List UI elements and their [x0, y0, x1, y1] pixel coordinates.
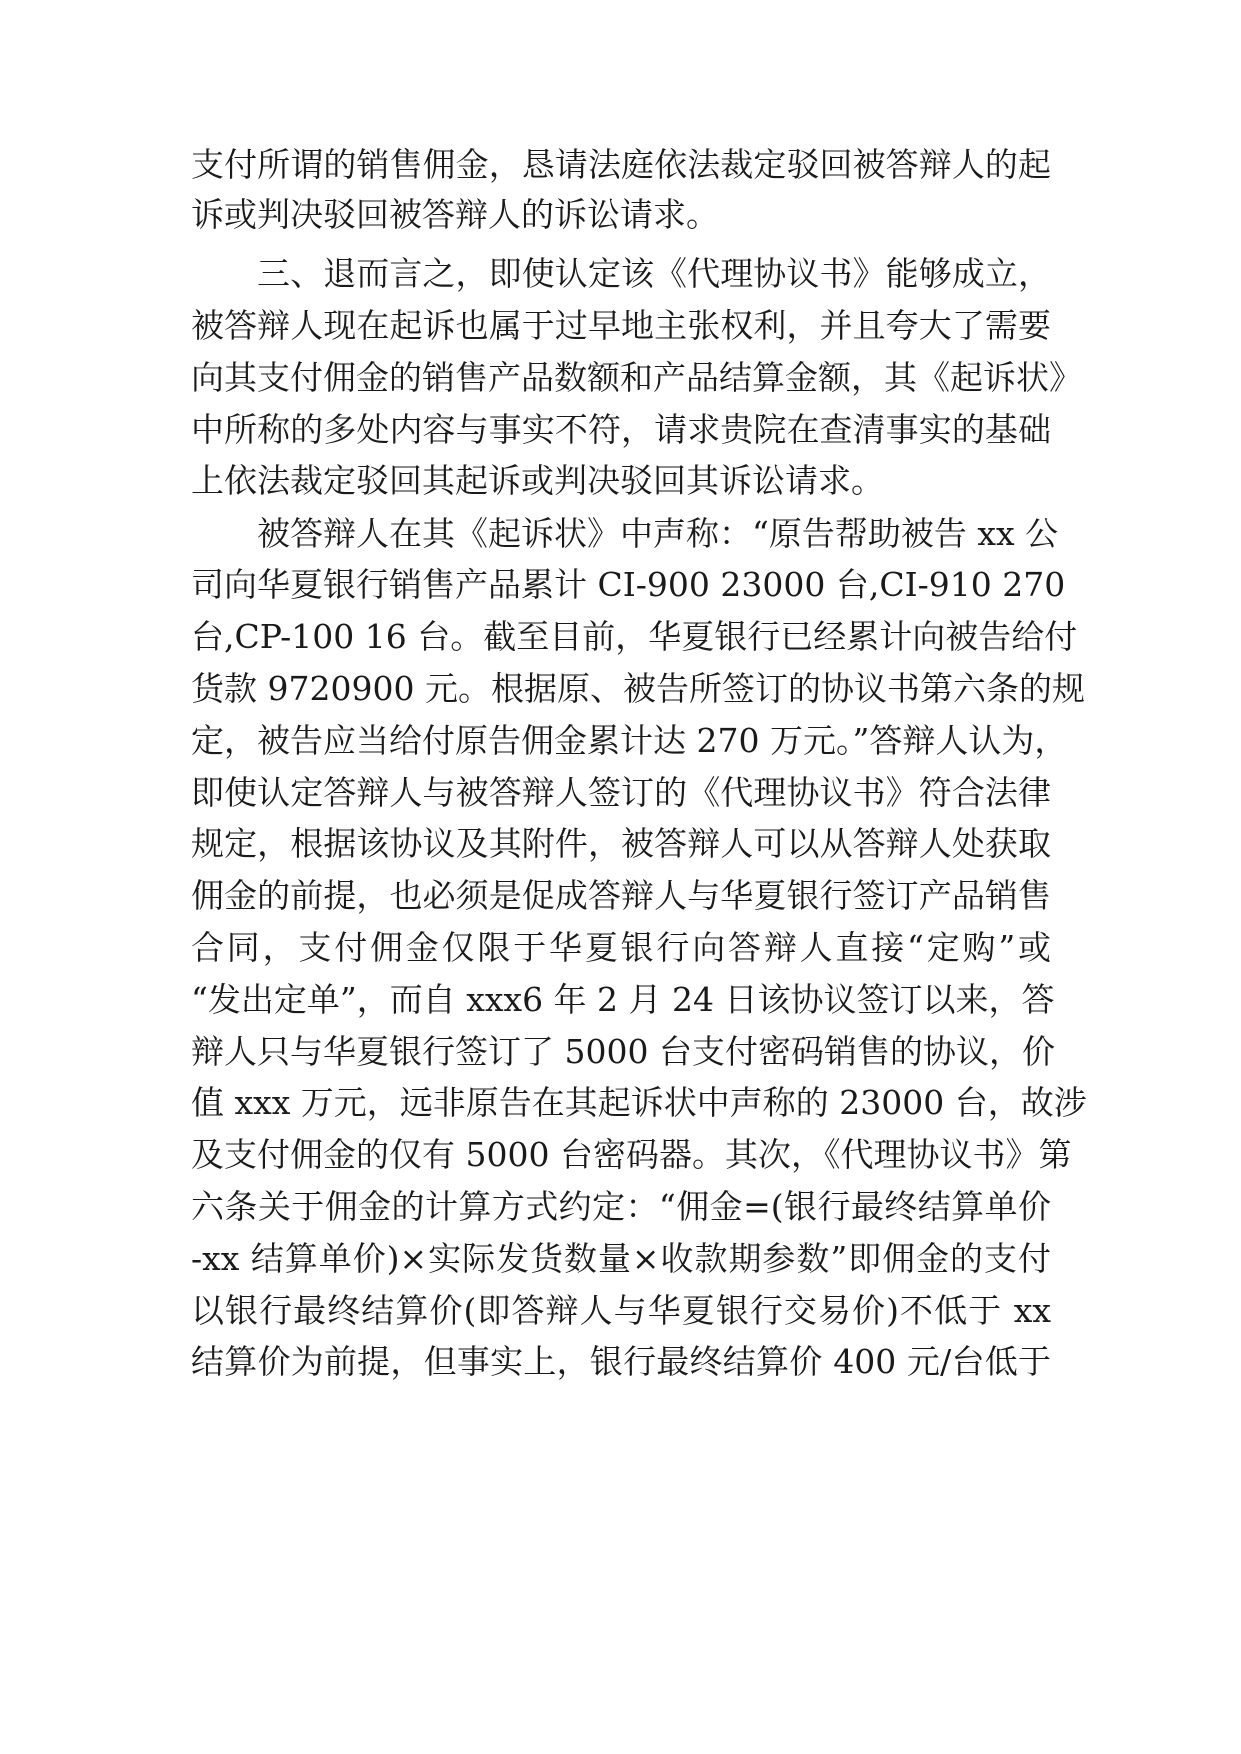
body-text-line: 诉或判决驳回被答辩人的诉讼请求。 — [191, 195, 719, 234]
body-text-line: 合同，支付佣金仅限于华夏银行向答辩人直接“定购”或 — [191, 928, 1051, 967]
body-text-line: 向其支付佣金的销售产品数额和产品结算金额，其《起诉状》 — [191, 358, 1082, 397]
body-text-line: 值 xxx 万元，远非原告在其起诉状中声称的 23000 台，故涉 — [191, 1083, 1087, 1122]
body-text-line — [191, 1490, 1051, 1546]
body-text-line: 司向华夏银行销售产品累计 CI-900 23000 台,CI-910 270 — [191, 565, 1066, 604]
body-text-line: 以银行最终结算价(即答辩人与华夏银行交易价)不低于 xx — [191, 1291, 1051, 1330]
body-text-line: 支付所谓的销售佣金，恳请法庭依法裁定驳回被答辩人的起 — [191, 145, 1051, 184]
body-text-line: 定，被告应当给付原告佣金累计达 270 万元。”答辩人认为， — [191, 721, 1068, 760]
body-text-line: 辩人只与华夏银行签订了 5000 台支付密码销售的协议，价 — [191, 1032, 1055, 1071]
body-text-line: 佣金的前提，也必须是促成答辩人与华夏银行签订产品销售 — [191, 876, 1051, 915]
body-text-line — [191, 1386, 1051, 1442]
body-text-line: “发出定单”，而自 xxx6 年 2 月 24 日该协议签订以来，答 — [191, 980, 1055, 1019]
body-text-line: 即使认定答辩人与被答辩人签订的《代理协议书》符合法律 — [191, 773, 1051, 812]
body-text-line: 中所称的多处内容与事实不符，请求贵院在查清事实的基础 — [191, 410, 1051, 449]
body-text-line: 被答辩人在其《起诉状》中声称：“原告帮助被告 xx 公 — [257, 514, 1059, 553]
body-text-line: -xx 结算单价)×实际发货数量×收款期参数”即佣金的支付 — [191, 1239, 1051, 1278]
body-text-line: 及支付佣金的仅有 5000 台密码器。其次，《代理协议书》第 — [191, 1135, 1072, 1174]
body-text-line: 三、退而言之，即使认定该《代理协议书》能够成立， — [257, 254, 1051, 293]
body-text-line: 上依法裁定驳回其起诉或判决驳回其诉讼请求。 — [191, 461, 884, 500]
body-text-line: 规定，根据该协议及其附件，被答辩人可以从答辩人处获取 — [191, 824, 1051, 863]
body-text-line: 台,CP-100 16 台。截至目前，华夏银行已经累计向被告给付 — [191, 617, 1078, 656]
body-text-line: 货款 9720900 元。根据原、被告所签订的协议书第六条的规 — [191, 669, 1085, 708]
body-text-line: 被答辩人现在起诉也属于过早地主张权利，并且夸大了需要 — [191, 306, 1051, 345]
body-text-line — [191, 1438, 1051, 1494]
body-text-line: 结算价为前提，但事实上，银行最终结算价 400 元/台低于 — [191, 1342, 1051, 1381]
body-text-line: 六条关于佣金的计算方式约定：“佣金=(银行最终结算单价 — [191, 1187, 1051, 1226]
body-text-line — [191, 1542, 1051, 1598]
